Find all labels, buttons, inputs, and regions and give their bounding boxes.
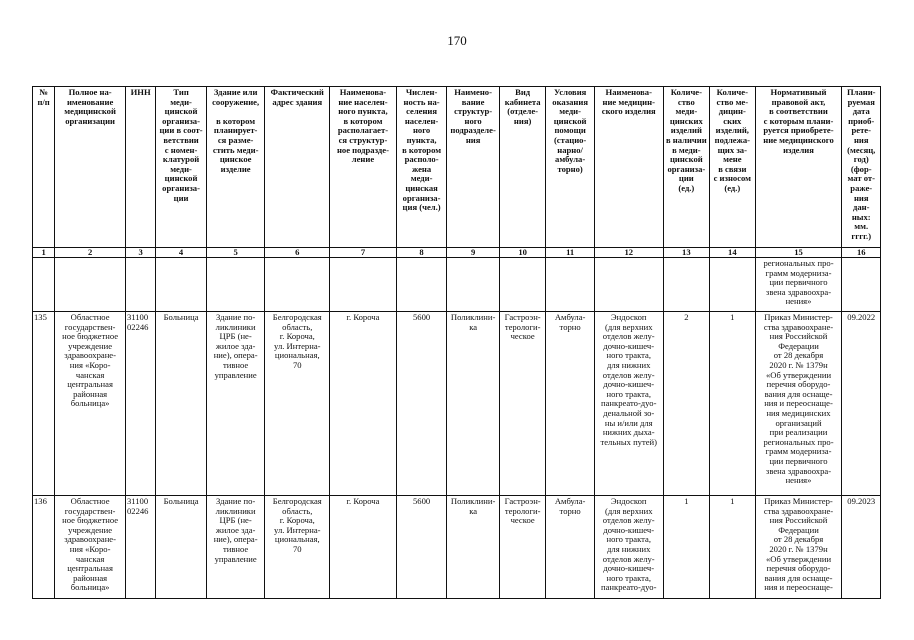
column-number: 7 bbox=[330, 248, 397, 258]
unit-name: Поликлини- ка bbox=[447, 496, 500, 599]
column-number: 16 bbox=[842, 248, 881, 258]
legal-act: Приказ Министер- ства здравоохране- ния Российской Федерации от 28 декабря 2020 г. № 1379н «Об утверждении перечня оборудо- вания для оснаще- ния и переоснаще- ния медицинских организаций при реализации региональных про- грамм модерниза- ции первичного звена здравоохра- нения» bbox=[755, 312, 842, 496]
column-number: 1 bbox=[33, 248, 55, 258]
header-cell: Числен- ность на- селения населен- ного пункта, в котором располо- жена меди- цинская организа- ция (чел.) bbox=[396, 87, 447, 248]
column-number-row bbox=[33, 248, 881, 258]
header-cell: № п/п bbox=[33, 87, 55, 248]
header-cell: Условия оказания меди- цинской помощи (стацио- нарно/ амбула- торно) bbox=[546, 87, 595, 248]
header-cell: Полное на- именование медицинской организации bbox=[55, 87, 126, 248]
equipment-table bbox=[32, 86, 881, 599]
header-row bbox=[33, 87, 881, 248]
header-cell: Наименова- ние медицин- ского изделия bbox=[594, 87, 663, 248]
building: Здание по- ликлиники ЦРБ (не- жилое зда- ние), опера- тивное управление bbox=[206, 496, 265, 599]
address: Белгородская область, г. Короча, ул. Интерна- циональная, 70 bbox=[265, 496, 330, 599]
page-number: 170 bbox=[447, 33, 467, 48]
column-number: 12 bbox=[594, 248, 663, 258]
continuation-text: региональных про- грамм модерниза- ции первичного звена здравоохра- нения» bbox=[755, 258, 842, 312]
header-cell: Количе- ство меди- цинских изделий в наличии в меди- цинской организа- ции (ед.) bbox=[663, 87, 709, 248]
column-number: 10 bbox=[499, 248, 545, 258]
legal-act: Приказ Министер- ства здравоохране- ния Российской Федерации от 28 декабря 2020 г. № 1379н «Об утверждении перечня оборудо- вания для оснаще- ния и переоснаще- bbox=[755, 496, 842, 599]
column-number: 15 bbox=[755, 248, 842, 258]
header-cell: ИНН bbox=[125, 87, 155, 248]
planned-date: 09.2023 bbox=[842, 496, 881, 599]
planned-date: 09.2022 bbox=[842, 312, 881, 496]
org-type: Больница bbox=[156, 496, 207, 599]
device-name: Эндоскоп (для верхних отделов желу- дочно-кишеч- ного тракта, для нижних отделов желу- дочно-кишеч- ного тракта, панкреато-дуо- bbox=[594, 496, 663, 599]
continuation-row bbox=[33, 258, 881, 312]
address: Белгородская область, г. Короча, ул. Интерна- циональная, 70 bbox=[265, 312, 330, 496]
header-cell: Нормативный правовой акт, в соответствии с которым плани- руется приобрете- ние медицинского изделия bbox=[755, 87, 842, 248]
column-number: 2 bbox=[55, 248, 126, 258]
header-cell: Наимено- вание структур- ного подразделе- ния bbox=[447, 87, 500, 248]
inn: 31100 02246 bbox=[125, 312, 155, 496]
cabinet-type: Гастроэн- терологи- ческое bbox=[499, 496, 545, 599]
header-cell: Плани- руемая дата приоб- рете- ния (месяц, год) (фор- мат от- раже- ния дан- ных: мм. гггг.) bbox=[842, 87, 881, 248]
header-cell: Тип меди- цинской организа- ции в соот- ветствии с номен- клатурой меди- цинской организа- ции bbox=[156, 87, 207, 248]
row-number: 135 bbox=[33, 312, 55, 496]
column-number: 5 bbox=[206, 248, 265, 258]
building: Здание по- ликлиники ЦРБ (не- жилое зда- ние), опера- тивное управление bbox=[206, 312, 265, 496]
column-number: 9 bbox=[447, 248, 500, 258]
population: 5600 bbox=[396, 312, 447, 496]
inn: 31100 02246 bbox=[125, 496, 155, 599]
org-name: Областное государствен- ное бюджетное учреждение здравоохране- ния «Коро- чанская центральная районная больница» bbox=[55, 312, 126, 496]
table-row bbox=[33, 312, 881, 496]
header-cell: Фактический адрес здания bbox=[265, 87, 330, 248]
header-cell: Наименова- ние населен- ного пункта, в котором располагает- ся структур- ное подразде- ление bbox=[330, 87, 397, 248]
qty-replace: 1 bbox=[710, 312, 755, 496]
column-number: 3 bbox=[125, 248, 155, 258]
column-number: 6 bbox=[265, 248, 330, 258]
row-number: 136 bbox=[33, 496, 55, 599]
column-number: 8 bbox=[396, 248, 447, 258]
cabinet-type: Гастроэн- терологи- ческое bbox=[499, 312, 545, 496]
column-number: 13 bbox=[663, 248, 709, 258]
qty-available: 2 bbox=[663, 312, 709, 496]
qty-replace: 1 bbox=[710, 496, 755, 599]
header-cell: Количе- ство ме- дицин- ских изделий, подлежа- щих за- мене в связи с износом (ед.) bbox=[710, 87, 755, 248]
org-type: Больница bbox=[156, 312, 207, 496]
org-name: Областное государствен- ное бюджетное учреждение здравоохране- ния «Коро- чанская центральная районная больница» bbox=[55, 496, 126, 599]
device-name: Эндоскоп (для верхних отделов желу- дочно-кишеч- ного тракта, для нижних отделов желу- дочно-кишеч- ного тракта, панкреато-дуо- денальной зо- ны и/или для нижних дыха- тельных путей) bbox=[594, 312, 663, 496]
population: 5600 bbox=[396, 496, 447, 599]
locality: г. Короча bbox=[330, 496, 397, 599]
column-number: 11 bbox=[546, 248, 595, 258]
header-cell: Вид кабинета (отделе- ния) bbox=[499, 87, 545, 248]
header-cell: Здание или сооружение, в котором планирует- ся разме- стить меди- цинское изделие bbox=[206, 87, 265, 248]
table-row bbox=[33, 496, 881, 599]
column-number: 4 bbox=[156, 248, 207, 258]
column-number: 14 bbox=[710, 248, 755, 258]
care-conditions: Амбула- торно bbox=[546, 496, 595, 599]
unit-name: Поликлини- ка bbox=[447, 312, 500, 496]
locality: г. Короча bbox=[330, 312, 397, 496]
care-conditions: Амбула- торно bbox=[546, 312, 595, 496]
qty-available: 1 bbox=[663, 496, 709, 599]
